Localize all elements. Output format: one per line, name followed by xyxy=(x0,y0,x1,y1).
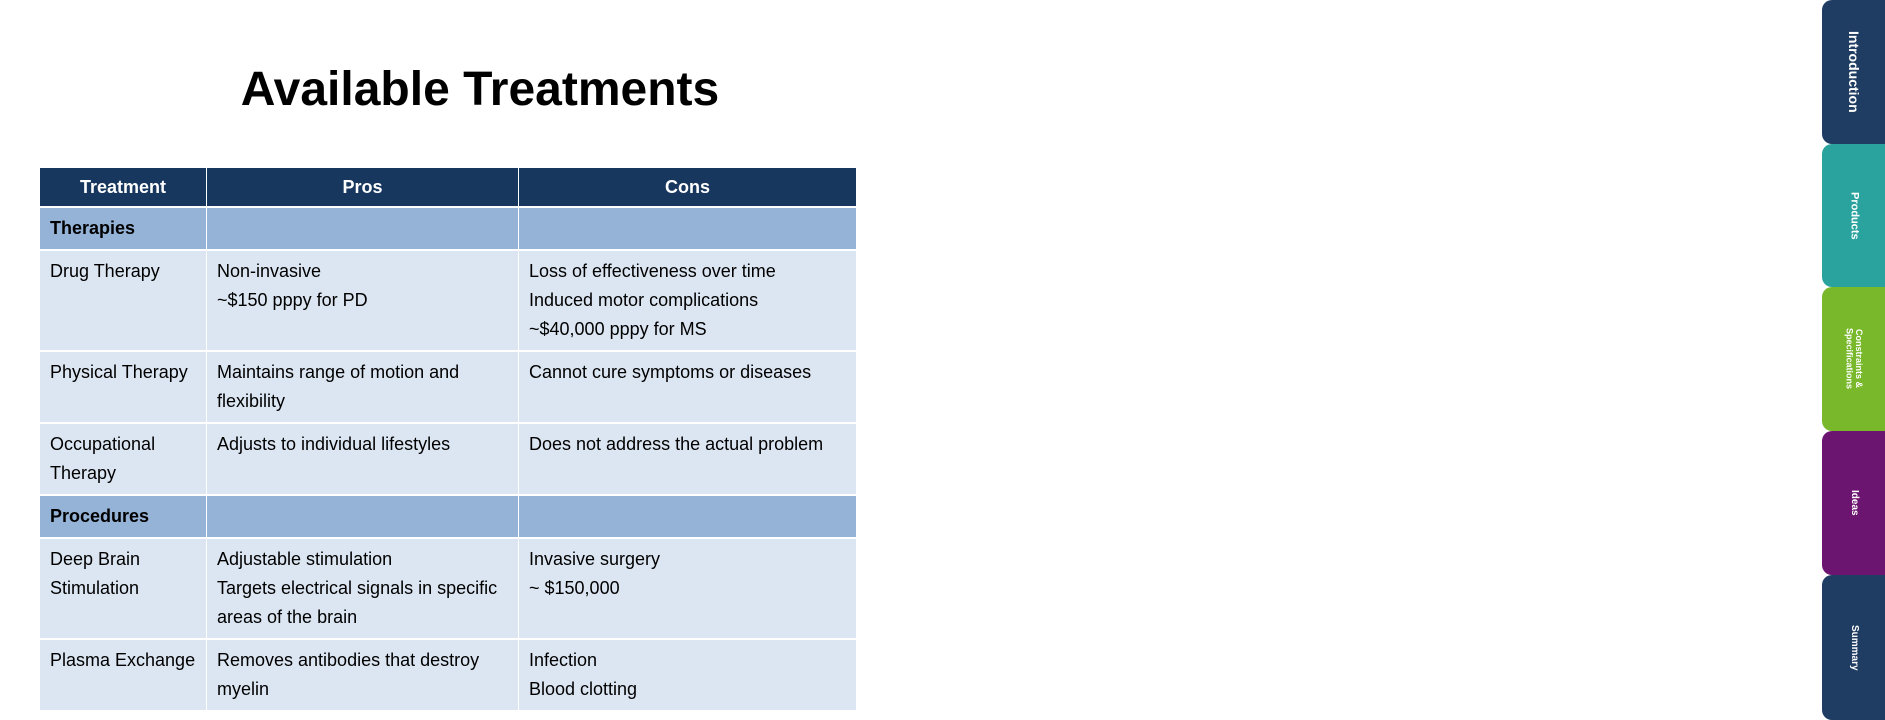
cell-line: Drug Therapy xyxy=(50,261,160,281)
table-row xyxy=(40,351,857,423)
cell-treatment xyxy=(40,495,207,538)
nav-tab-constraints[interactable] xyxy=(1822,287,1885,431)
cell-line: Targets electrical signals in specific areas of the brain xyxy=(217,578,498,627)
cell-line: Does not address the actual problem xyxy=(529,434,824,454)
cell-line: Procedures xyxy=(50,506,150,526)
cell-cons xyxy=(519,351,857,423)
column-header-treatment: Treatment xyxy=(40,168,207,207)
cell-line: Cannot cure symptoms or diseases xyxy=(529,362,812,382)
cell-treatment xyxy=(40,423,207,495)
cell-line: Blood clotting xyxy=(529,679,638,699)
cell-line: Infection xyxy=(529,650,598,670)
cell-pros xyxy=(207,639,519,710)
cell-pros xyxy=(207,495,519,538)
cell-pros xyxy=(207,250,519,351)
nav-tab-label: Introduction xyxy=(1845,31,1862,113)
cell-line: Plasma Exchange xyxy=(50,650,196,670)
section-row xyxy=(40,495,857,538)
nav-tab-label: Constraints & Specifications xyxy=(1844,328,1864,390)
section-nav xyxy=(925,0,1864,720)
cell-pros xyxy=(207,207,519,250)
cell-line: Adjustable stimulation xyxy=(217,549,393,569)
nav-tab-introduction[interactable] xyxy=(1822,0,1885,144)
cell-cons xyxy=(519,423,857,495)
cell-treatment xyxy=(40,538,207,639)
cell-line: ~$40,000 pppy for MS xyxy=(529,319,707,339)
section-row xyxy=(40,207,857,250)
table-row xyxy=(40,639,857,710)
cell-line: Removes antibodies that destroy myelin xyxy=(217,650,480,699)
cell-treatment xyxy=(40,250,207,351)
cell-treatment xyxy=(40,639,207,710)
cell-line: Occupational Therapy xyxy=(50,434,156,483)
cell-cons xyxy=(519,250,857,351)
table-row xyxy=(40,423,857,495)
cell-treatment xyxy=(40,207,207,250)
table-header-row xyxy=(40,168,857,207)
cell-cons xyxy=(519,207,857,250)
cell-pros xyxy=(207,351,519,423)
cell-cons xyxy=(519,538,857,639)
column-header-cons: Cons xyxy=(519,168,857,207)
cell-cons xyxy=(519,495,857,538)
column-header-pros: Pros xyxy=(207,168,519,207)
nav-tab-products[interactable] xyxy=(1822,144,1885,287)
cell-line: Invasive surgery xyxy=(529,549,661,569)
cell-line: Therapies xyxy=(50,218,136,238)
cell-line: ~ $150,000 xyxy=(529,578,620,598)
cell-cons xyxy=(519,639,857,710)
nav-tab-summary[interactable] xyxy=(1822,575,1885,720)
nav-tab-ideas[interactable] xyxy=(1822,431,1885,575)
cell-line: Loss of effectiveness over time xyxy=(529,261,776,281)
nav-tab-label: Ideas xyxy=(1848,490,1860,516)
cell-line: Maintains range of motion and flexibility xyxy=(217,362,460,411)
cell-line: ~$150 pppy for PD xyxy=(217,290,368,310)
nav-tab-label: Products xyxy=(1848,191,1861,240)
cell-pros xyxy=(207,538,519,639)
table-row xyxy=(40,538,857,639)
cell-line: Deep Brain Stimulation xyxy=(50,549,141,598)
cell-line: Adjusts to individual lifestyles xyxy=(217,434,451,454)
cell-line: Induced motor complications xyxy=(529,290,759,310)
cell-line: Physical Therapy xyxy=(50,362,188,382)
slide-title: Available Treatments xyxy=(240,63,720,116)
cell-line: Non-invasive xyxy=(217,261,322,281)
table-row xyxy=(40,250,857,351)
treatments-table xyxy=(40,168,857,710)
nav-tab-label: Summary xyxy=(1848,624,1860,671)
cell-pros xyxy=(207,423,519,495)
cell-treatment xyxy=(40,351,207,423)
